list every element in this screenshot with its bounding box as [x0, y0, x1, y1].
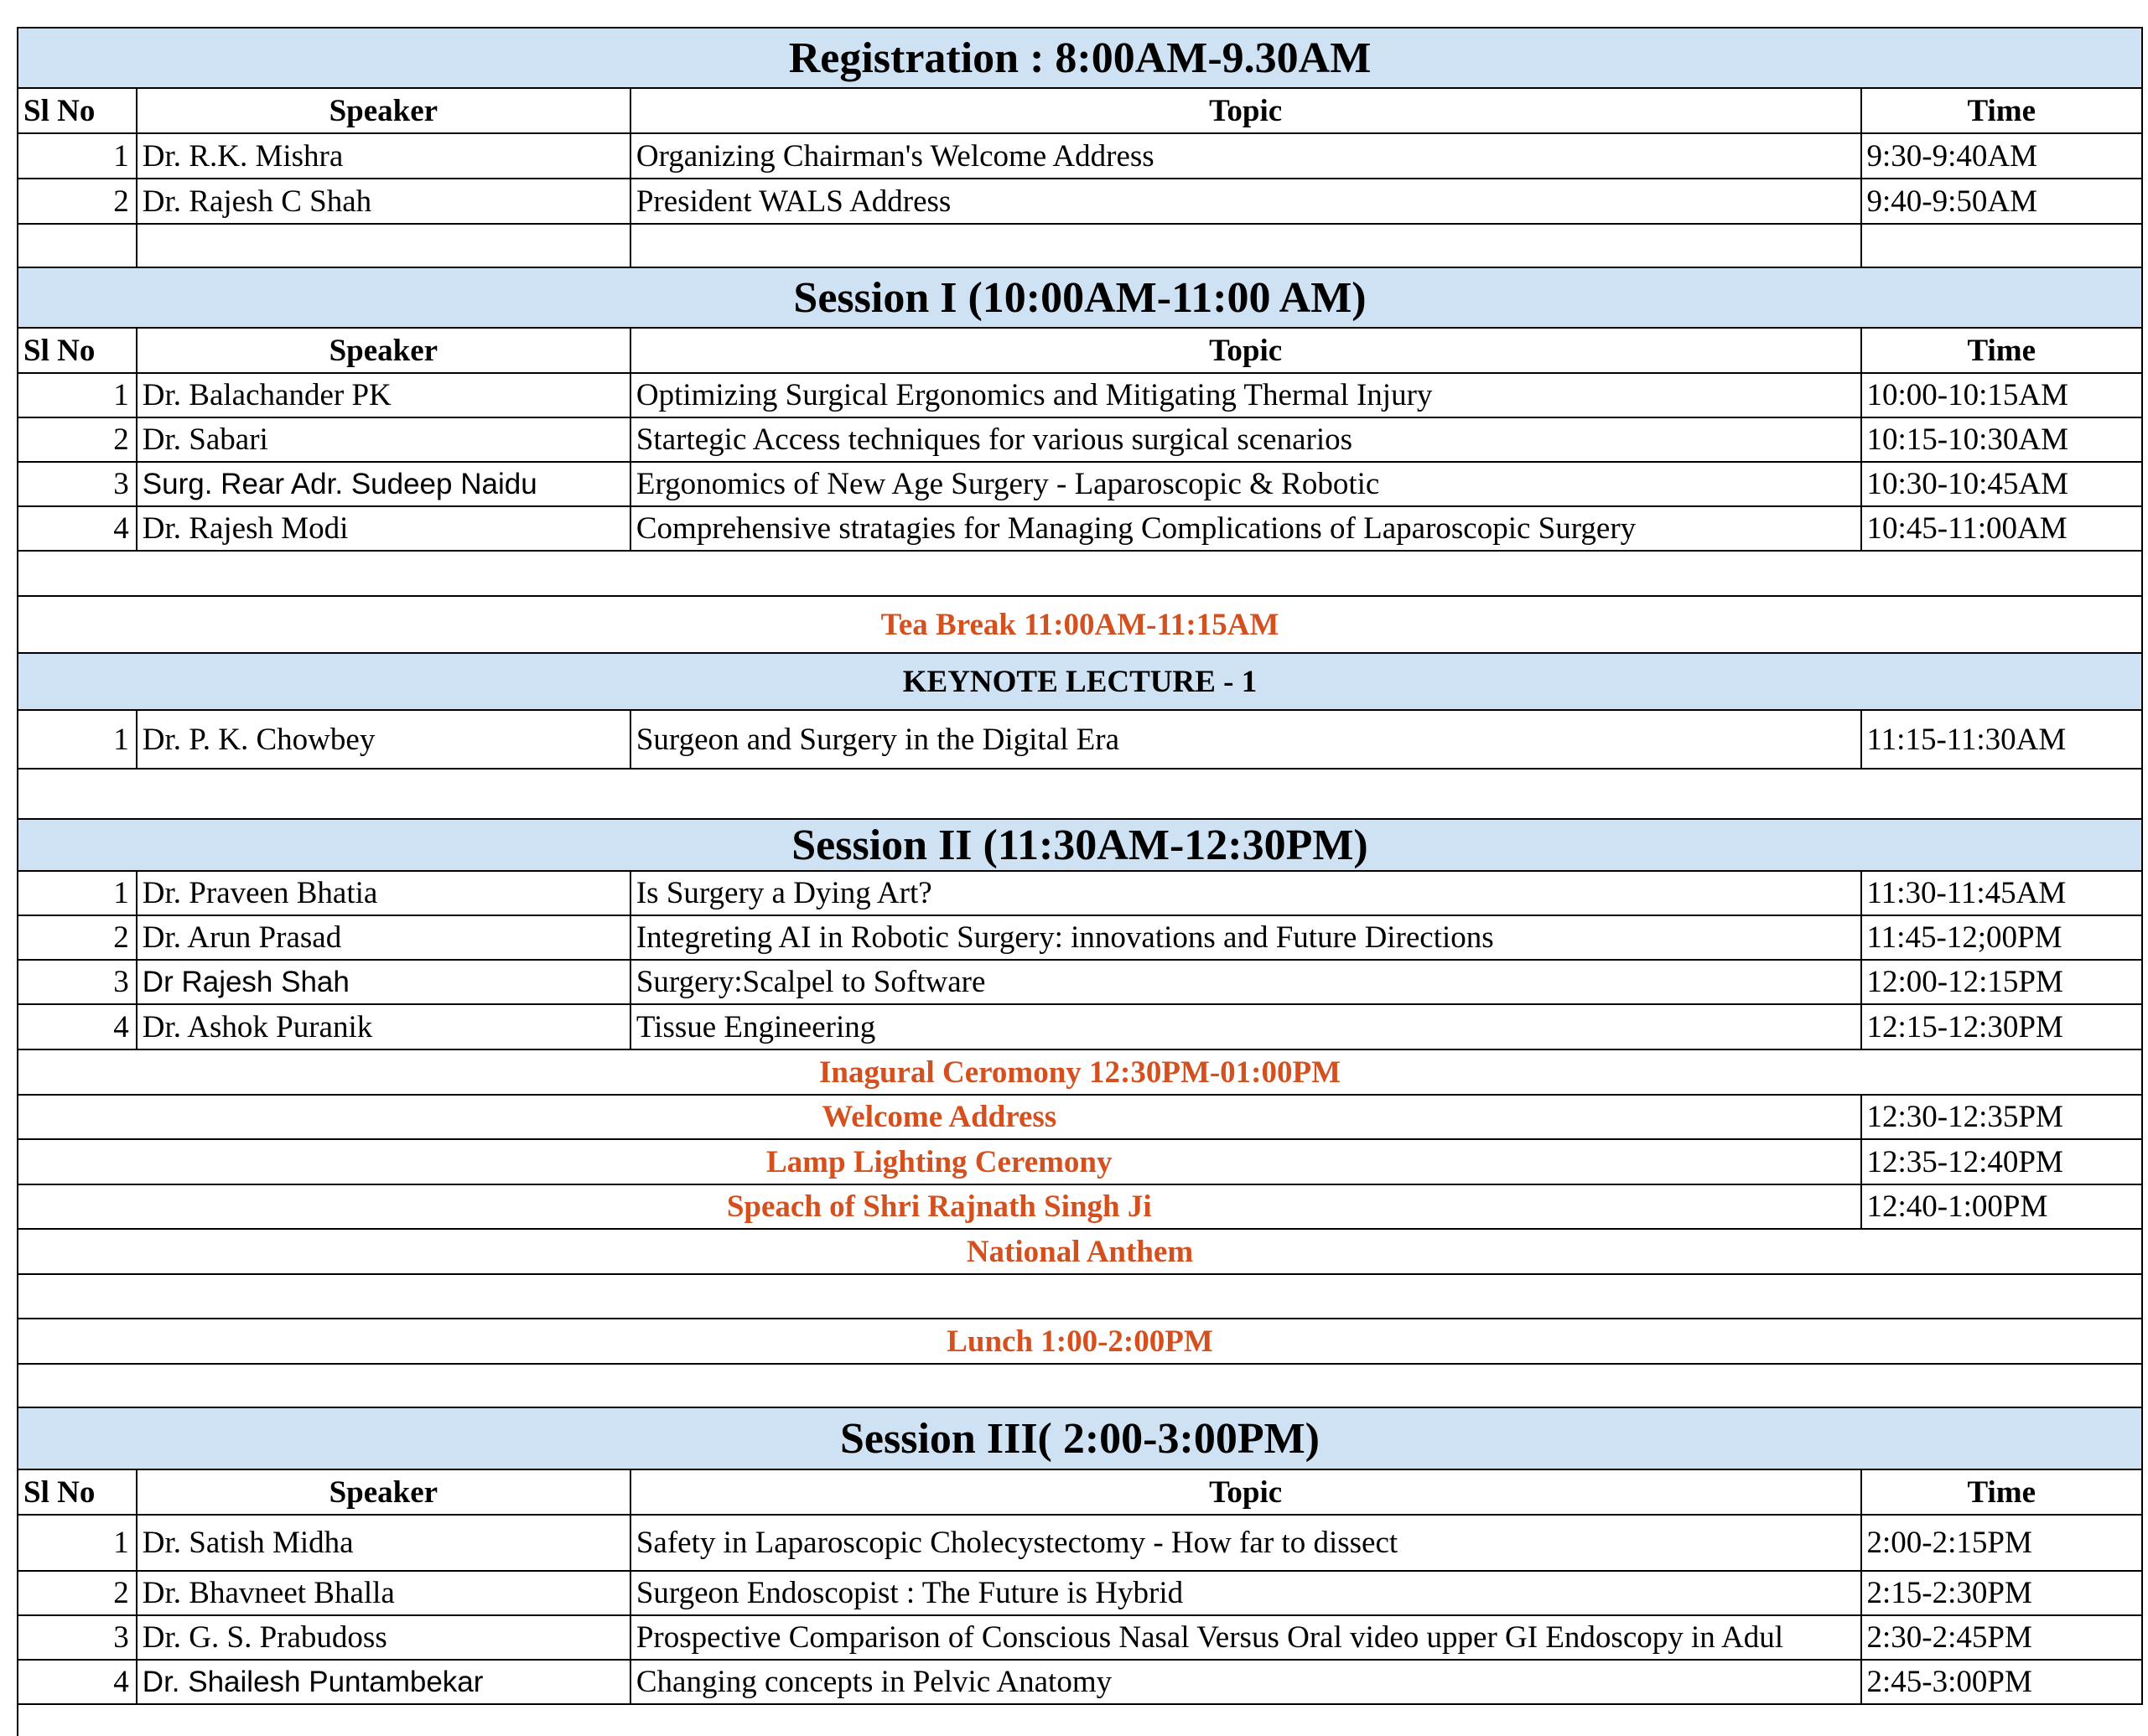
time-cell: 10:30-10:45AM [1860, 463, 2141, 505]
speaker-cell: Dr Rajesh Shah [136, 961, 630, 1003]
table-row [17, 1570, 2143, 1614]
table-row [17, 1003, 2143, 1049]
header-time: Time [1860, 89, 2141, 132]
time-cell: 11:30-11:45AM [1860, 872, 2141, 915]
header-speaker: Speaker [136, 329, 630, 372]
table-row [17, 1614, 2143, 1659]
speaker-cell: Dr. Balachander PK [136, 374, 630, 417]
time-cell: 9:30-9:40AM [1860, 134, 2141, 178]
sl-cell: 4 [113, 1009, 129, 1044]
sl-cell: 4 [113, 1665, 129, 1699]
topic-cell: Comprehensive stratagies for Managing Complications of Laparoscopic Surgery [630, 507, 1860, 550]
table-row [17, 132, 2143, 178]
ceremony-item-time: 12:30-12:35PM [1860, 1096, 2141, 1138]
session1-header-row [17, 327, 2143, 372]
registration-title: Registration : 8:00AM-9.30AM [18, 29, 2141, 87]
spacer-row [17, 1705, 2143, 1736]
ceremony-item-label: Welcome Address [822, 1100, 1057, 1134]
table-row [17, 505, 2143, 550]
speaker-cell: Dr. Satish Midha [136, 1516, 630, 1570]
spacer-row [17, 550, 2143, 595]
session1-title: Session I (10:00AM-11:00 AM) [18, 268, 2141, 327]
lunch-row [17, 1318, 2143, 1363]
spacer-row [17, 1363, 2143, 1407]
registration-header-row [17, 87, 2143, 132]
table-row [17, 1514, 2143, 1570]
speaker-cell: Dr. Ashok Puranik [136, 1005, 630, 1049]
table-row [17, 461, 2143, 505]
registration-banner [17, 27, 2143, 87]
topic-cell: Safety in Laparoscopic Cholecystectomy - How far to dissect [630, 1516, 1860, 1570]
session1-banner [17, 267, 2143, 327]
time-cell: 11:45-12;00PM [1860, 916, 2141, 959]
keynote-title: KEYNOTE LECTURE - 1 [18, 654, 2141, 709]
lunch-label: Lunch 1:00-2:00PM [947, 1324, 1213, 1359]
sl-cell: 1 [113, 876, 129, 910]
ceremony-item-time: 12:35-12:40PM [1860, 1140, 2141, 1184]
session2-banner [17, 818, 2143, 870]
header-sl-no: Sl No [23, 1474, 96, 1510]
ceremony-item-row [17, 1138, 2143, 1184]
sl-cell: 3 [113, 965, 129, 999]
ceremony-item-row [17, 1094, 2143, 1138]
speaker-cell: Dr. Bhavneet Bhalla [136, 1572, 630, 1614]
sl-cell: 2 [113, 920, 129, 955]
anthem-row [17, 1228, 2143, 1273]
topic-cell: Startegic Access techniques for various surgical scenarios [630, 418, 1860, 461]
speaker-cell: Dr. G. S. Prabudoss [136, 1616, 630, 1659]
time-cell: 2:15-2:30PM [1860, 1572, 2141, 1614]
speaker-cell: Dr. Rajesh Modi [136, 507, 630, 550]
table-row [17, 959, 2143, 1003]
header-speaker: Speaker [136, 89, 630, 132]
table-row [17, 372, 2143, 417]
sl-cell: 3 [113, 467, 129, 501]
tea-break-label: Tea Break 11:00AM-11:15AM [880, 607, 1279, 642]
speaker-cell: Dr. Arun Prasad [136, 916, 630, 959]
header-speaker: Speaker [136, 1470, 630, 1514]
header-time: Time [1860, 329, 2141, 372]
topic-cell: Optimizing Surgical Ergonomics and Mitigating Thermal Injury [630, 374, 1860, 417]
speaker-cell: Dr. Praveen Bhatia [136, 872, 630, 915]
ceremony-item-time: 12:40-1:00PM [1860, 1185, 2141, 1228]
time-cell: 10:00-10:15AM [1860, 374, 2141, 417]
time-cell: 2:45-3:00PM [1860, 1661, 2141, 1703]
speaker-cell: Surg. Rear Adr. Sudeep Naidu [136, 463, 630, 505]
sl-cell: 2 [113, 184, 129, 219]
tea-break-row [17, 595, 2143, 652]
sl-cell: 1 [113, 138, 129, 174]
topic-cell: Integreting AI in Robotic Surgery: innovations and Future Directions [630, 916, 1860, 959]
sl-cell: 1 [113, 722, 129, 757]
sl-cell: 2 [113, 422, 129, 457]
topic-cell: Organizing Chairman's Welcome Address [630, 134, 1860, 178]
time-cell: 2:30-2:45PM [1860, 1616, 2141, 1659]
sl-cell: 3 [113, 1620, 129, 1655]
speaker-cell: Dr. Rajesh C Shah [136, 179, 630, 223]
time-cell: 12:15-12:30PM [1860, 1005, 2141, 1049]
topic-cell: Tissue Engineering [630, 1005, 1860, 1049]
table-row [17, 870, 2143, 915]
inaugural-row [17, 1049, 2143, 1094]
spacer-row [17, 768, 2143, 818]
topic-cell: Ergonomics of New Age Surgery - Laparoscopic & Robotic [630, 463, 1860, 505]
topic-cell: Surgeon Endoscopist : The Future is Hybrid [630, 1572, 1860, 1614]
sl-cell: 4 [113, 511, 129, 546]
spacer-row [17, 223, 2143, 267]
sl-cell: 2 [113, 1576, 129, 1610]
time-cell: 2:00-2:15PM [1860, 1516, 2141, 1570]
sl-cell: 1 [113, 378, 129, 412]
table-row [17, 709, 2143, 768]
header-sl-no: Sl No [23, 333, 96, 368]
time-cell: 10:15-10:30AM [1860, 418, 2141, 461]
ceremony-item-row [17, 1184, 2143, 1228]
sl-cell: 1 [113, 1526, 129, 1560]
topic-cell: Is Surgery a Dying Art? [630, 872, 1860, 915]
topic-cell: Surgeon and Surgery in the Digital Era [630, 711, 1860, 768]
header-topic: Topic [630, 1470, 1860, 1514]
header-sl-no: Sl No [23, 93, 96, 128]
topic-cell: Changing concepts in Pelvic Anatomy [630, 1661, 1860, 1703]
header-topic: Topic [630, 89, 1860, 132]
header-time: Time [1860, 1470, 2141, 1514]
session3-banner [17, 1407, 2143, 1469]
table-row [17, 915, 2143, 959]
topic-cell: Surgery:Scalpel to Software [630, 961, 1860, 1003]
table-row [17, 417, 2143, 461]
topic-cell: Prospective Comparison of Conscious Nasal Versus Oral video upper GI Endoscopy in Adul [630, 1616, 1860, 1659]
anthem-label: National Anthem [966, 1234, 1194, 1269]
speaker-cell: Dr. Shailesh Puntambekar [136, 1661, 630, 1703]
speaker-cell: Dr. R.K. Mishra [136, 134, 630, 178]
time-cell: 12:00-12:15PM [1860, 961, 2141, 1003]
session2-title: Session II (11:30AM-12:30PM) [18, 820, 2141, 870]
keynote-banner [17, 652, 2143, 709]
header-topic: Topic [630, 329, 1860, 372]
time-cell: 11:15-11:30AM [1860, 711, 2141, 768]
spacer-row [17, 1273, 2143, 1318]
table-row [17, 1659, 2143, 1705]
speaker-cell: Dr. P. K. Chowbey [136, 711, 630, 768]
table-row [17, 178, 2143, 223]
ceremony-item-label: Lamp Lighting Ceremony [766, 1144, 1113, 1179]
inaugural-title: Inagural Ceromony 12:30PM-01:00PM [818, 1055, 1341, 1090]
topic-cell: President WALS Address [630, 179, 1860, 223]
speaker-cell: Dr. Sabari [136, 418, 630, 461]
session3-title: Session III( 2:00-3:00PM) [18, 1408, 2141, 1469]
session3-header-row [17, 1469, 2143, 1514]
ceremony-item-label: Speach of Shri Rajnath Singh Ji [726, 1189, 1152, 1224]
time-cell: 9:40-9:50AM [1860, 179, 2141, 223]
time-cell: 10:45-11:00AM [1860, 507, 2141, 550]
